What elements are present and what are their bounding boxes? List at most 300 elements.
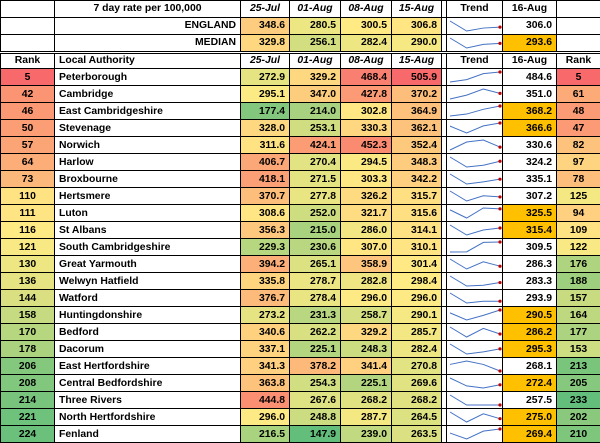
rate-cell: 358.9 xyxy=(341,256,392,273)
trend-cell xyxy=(447,324,503,341)
rank2-cell: 233 xyxy=(557,392,600,409)
trend-line xyxy=(450,174,500,184)
rank2-cell: 125 xyxy=(557,188,600,205)
rank-cell: 214 xyxy=(1,392,55,409)
trend-cell xyxy=(447,256,503,273)
table-row xyxy=(1,103,600,120)
header-date-3: 08-Aug xyxy=(341,1,392,18)
trend-line xyxy=(450,89,500,99)
rank2-cell: 78 xyxy=(557,171,600,188)
rate-cell: 215.0 xyxy=(290,222,341,239)
rank-cell: 121 xyxy=(1,239,55,256)
authority-name: Central Bedfordshire xyxy=(55,375,241,392)
summary-value: 282.4 xyxy=(341,34,392,52)
authority-name: Norwich xyxy=(55,137,241,154)
rate-cell: 248.8 xyxy=(290,409,341,426)
rate-cell: 378.2 xyxy=(290,358,341,375)
rank-cell: 110 xyxy=(1,188,55,205)
trend-sparkline xyxy=(447,154,503,170)
trend-cell xyxy=(447,375,503,392)
authority-name: Stevenage xyxy=(55,120,241,137)
rate-cell: 376.7 xyxy=(241,290,290,307)
rate-cell: 294.5 xyxy=(341,154,392,171)
trend-cell xyxy=(447,188,503,205)
authority-name: North Hertfordshire xyxy=(55,409,241,426)
rank2-cell: 94 xyxy=(557,205,600,222)
trend-last-point xyxy=(498,196,501,199)
summary-spacer xyxy=(557,17,600,34)
rate-cell: 296.0 xyxy=(341,290,392,307)
trend-cell xyxy=(447,290,503,307)
rate-cell: 301.4 xyxy=(392,256,442,273)
rate-cell: 452.3 xyxy=(341,137,392,154)
rate-cell: 269.6 xyxy=(392,375,442,392)
rate-cell: 253.1 xyxy=(290,120,341,137)
rate-cell: 214.0 xyxy=(290,103,341,120)
trend-last-point xyxy=(498,333,501,336)
trend-sparkline xyxy=(447,120,503,136)
summary-row xyxy=(1,17,600,34)
rate-cell: 230.6 xyxy=(290,239,341,256)
rank-cell: 158 xyxy=(1,307,55,324)
trend-cell xyxy=(447,103,503,120)
summary-value: 306.8 xyxy=(392,17,442,34)
trend-sparkline xyxy=(447,69,503,85)
trend-sparkline xyxy=(447,205,503,221)
rank2-cell: 153 xyxy=(557,341,600,358)
trend-line xyxy=(450,225,500,235)
trend-last-point xyxy=(498,207,501,210)
rate-cell: 341.3 xyxy=(241,358,290,375)
authority-name: Bedford xyxy=(55,324,241,341)
rate-cell: 216.5 xyxy=(241,426,290,443)
summary-spacer xyxy=(1,34,55,52)
authority-name: Harlow xyxy=(55,154,241,171)
trend-line xyxy=(450,327,500,337)
rate-16aug: 257.5 xyxy=(503,392,557,409)
rate-cell: 341.4 xyxy=(341,358,392,375)
table-row xyxy=(1,222,600,239)
rate-16aug: 325.5 xyxy=(503,205,557,222)
column-16aug: 16-Aug xyxy=(503,52,557,69)
trend-line xyxy=(450,72,500,82)
trend-last-point xyxy=(498,300,501,303)
rate-cell: 505.9 xyxy=(392,69,442,86)
authority-name: Three Rivers xyxy=(55,392,241,409)
table-row xyxy=(1,69,600,86)
authority-name: Fenland xyxy=(55,426,241,443)
authority-name: Welwyn Hatfield xyxy=(55,273,241,290)
trend-line xyxy=(450,293,500,303)
trend-cell xyxy=(447,392,503,409)
trend-sparkline xyxy=(447,392,503,408)
trend-line xyxy=(450,38,500,48)
header-date-16aug: 16-Aug xyxy=(503,1,557,18)
rate-cell: 302.8 xyxy=(341,103,392,120)
column-rank2: Rank xyxy=(557,52,600,69)
column-date: 25-Jul xyxy=(241,52,290,69)
rate-cell: 335.8 xyxy=(241,273,290,290)
summary-16aug: 293.6 xyxy=(503,34,557,52)
rate-cell: 273.2 xyxy=(241,307,290,324)
trend-last-point xyxy=(498,105,501,108)
rate-cell: 272.9 xyxy=(241,69,290,86)
rate-cell: 287.7 xyxy=(341,409,392,426)
trend-sparkline xyxy=(447,35,503,51)
trend-sparkline xyxy=(447,103,503,119)
trend-cell xyxy=(447,137,503,154)
rate-cell: 271.5 xyxy=(290,171,341,188)
rate-cell: 258.7 xyxy=(341,307,392,324)
rate-cell: 177.4 xyxy=(241,103,290,120)
table-row xyxy=(1,358,600,375)
summary-value: 348.6 xyxy=(241,17,290,34)
rate-cell: 277.8 xyxy=(290,188,341,205)
rank-cell: 73 xyxy=(1,171,55,188)
table-row xyxy=(1,205,600,222)
trend-line xyxy=(450,140,500,150)
rate-16aug: 315.4 xyxy=(503,222,557,239)
summary-spacer xyxy=(1,17,55,34)
rate-cell: 298.4 xyxy=(392,273,442,290)
rank2-cell: 176 xyxy=(557,256,600,273)
rate-16aug: 286.2 xyxy=(503,324,557,341)
column-trend: Trend xyxy=(447,52,503,69)
trend-last-point xyxy=(498,428,501,431)
table-row xyxy=(1,273,600,290)
rank2-cell: 188 xyxy=(557,273,600,290)
rank2-cell: 122 xyxy=(557,239,600,256)
header-date-2: 01-Aug xyxy=(290,1,341,18)
rate-16aug: 269.4 xyxy=(503,426,557,443)
trend-last-point xyxy=(498,71,501,74)
trend-sparkline xyxy=(447,222,503,238)
summary-label: ENGLAND xyxy=(55,17,241,34)
table-row xyxy=(1,120,600,137)
trend-last-point xyxy=(498,309,501,312)
trend-sparkline xyxy=(447,290,503,306)
rate-cell: 329.2 xyxy=(290,69,341,86)
rank2-cell: 157 xyxy=(557,290,600,307)
rank2-cell: 82 xyxy=(557,137,600,154)
rate-cell: 311.6 xyxy=(241,137,290,154)
rate-16aug: 283.3 xyxy=(503,273,557,290)
trend-sparkline xyxy=(447,324,503,340)
summary-value: 290.0 xyxy=(392,34,442,52)
trend-last-point xyxy=(498,92,501,95)
trend-line xyxy=(450,276,500,286)
rank-cell: 130 xyxy=(1,256,55,273)
rate-16aug: 484.6 xyxy=(503,69,557,86)
rate-16aug: 286.3 xyxy=(503,256,557,273)
rank-cell: 42 xyxy=(1,86,55,103)
rate-cell: 330.3 xyxy=(341,120,392,137)
trend-cell xyxy=(447,17,503,34)
rate-cell: 270.8 xyxy=(392,358,442,375)
authority-name: Great Yarmouth xyxy=(55,256,241,273)
rate-cell: 308.6 xyxy=(241,205,290,222)
trend-line xyxy=(450,259,500,269)
trend-sparkline xyxy=(447,18,503,34)
rate-cell: 362.1 xyxy=(392,120,442,137)
trend-last-point xyxy=(498,281,501,284)
trend-line xyxy=(450,429,500,439)
rate-cell: 356.3 xyxy=(241,222,290,239)
rate-cell: 231.3 xyxy=(290,307,341,324)
trend-line xyxy=(450,242,500,252)
trend-last-point xyxy=(498,122,501,125)
rate-cell: 296.0 xyxy=(241,409,290,426)
rate-16aug: 293.9 xyxy=(503,290,557,307)
authority-name: Luton xyxy=(55,205,241,222)
table-row xyxy=(1,409,600,426)
rate-cell: 268.2 xyxy=(341,392,392,409)
trend-sparkline xyxy=(447,426,503,442)
rank2-cell: 97 xyxy=(557,154,600,171)
rate-cell: 278.4 xyxy=(290,290,341,307)
trend-cell xyxy=(447,358,503,375)
summary-value: 329.8 xyxy=(241,34,290,52)
trend-sparkline xyxy=(447,256,503,272)
trend-cell xyxy=(447,69,503,86)
trend-sparkline xyxy=(447,375,503,391)
trend-cell xyxy=(447,409,503,426)
table-row xyxy=(1,86,600,103)
trend-line xyxy=(450,21,500,31)
rank-cell: 224 xyxy=(1,426,55,443)
trend-sparkline xyxy=(447,358,503,374)
rate-16aug: 268.1 xyxy=(503,358,557,375)
authority-name: Broxbourne xyxy=(55,171,241,188)
rank-cell: 144 xyxy=(1,290,55,307)
trend-last-point xyxy=(498,160,501,163)
trend-cell xyxy=(447,154,503,171)
rate-cell: 326.2 xyxy=(341,188,392,205)
table-row xyxy=(1,256,600,273)
rate-cell: 337.1 xyxy=(241,341,290,358)
rank2-cell: 210 xyxy=(557,426,600,443)
rate-cell: 225.1 xyxy=(290,341,341,358)
trend-line xyxy=(450,412,500,422)
authority-name: Peterborough xyxy=(55,69,241,86)
rate-cell: 370.2 xyxy=(392,86,442,103)
trend-line xyxy=(450,208,500,218)
trend-cell xyxy=(447,239,503,256)
rate-cell: 248.3 xyxy=(341,341,392,358)
rank2-cell: 177 xyxy=(557,324,600,341)
rate-16aug: 307.2 xyxy=(503,188,557,205)
table-row xyxy=(1,341,600,358)
trend-line xyxy=(450,310,500,320)
rank-cell: 57 xyxy=(1,137,55,154)
authority-name: Dacorum xyxy=(55,341,241,358)
rate-16aug: 324.2 xyxy=(503,154,557,171)
table-body xyxy=(1,1,600,443)
rank-cell: 50 xyxy=(1,120,55,137)
header-date-4: 15-Aug xyxy=(392,1,442,18)
trend-line xyxy=(450,123,500,133)
rate-cell: 303.3 xyxy=(341,171,392,188)
rate-cell: 286.0 xyxy=(341,222,392,239)
rate-cell: 229.3 xyxy=(241,239,290,256)
trend-sparkline xyxy=(447,341,503,357)
rank-cell: 208 xyxy=(1,375,55,392)
authority-name: St Albans xyxy=(55,222,241,239)
authority-name: East Cambridgeshire xyxy=(55,103,241,120)
table-row xyxy=(1,239,600,256)
authority-name: Hertsmere xyxy=(55,188,241,205)
column-date: 08-Aug xyxy=(341,52,392,69)
header-date-1: 25-Jul xyxy=(241,1,290,18)
trend-last-point xyxy=(498,41,501,44)
table-row xyxy=(1,290,600,307)
column-date: 01-Aug xyxy=(290,52,341,69)
rate-16aug: 330.6 xyxy=(503,137,557,154)
rank-cell: 64 xyxy=(1,154,55,171)
summary-value: 280.5 xyxy=(290,17,341,34)
table-row xyxy=(1,324,600,341)
trend-sparkline xyxy=(447,409,503,425)
rate-16aug: 368.2 xyxy=(503,103,557,120)
rate-cell: 329.2 xyxy=(341,324,392,341)
trend-line xyxy=(450,395,500,405)
table-row xyxy=(1,307,600,324)
trend-last-point xyxy=(498,370,501,373)
rate-cell: 295.1 xyxy=(241,86,290,103)
trend-last-point xyxy=(498,178,501,181)
header-row xyxy=(1,1,600,18)
table-row xyxy=(1,137,600,154)
rate-16aug: 351.0 xyxy=(503,86,557,103)
trend-last-point xyxy=(498,25,501,28)
header-spacer xyxy=(557,1,600,18)
rate-cell: 296.0 xyxy=(392,290,442,307)
authority-name: South Cambridgeshire xyxy=(55,239,241,256)
rate-cell: 314.1 xyxy=(392,222,442,239)
rate-cell: 418.1 xyxy=(241,171,290,188)
trend-cell xyxy=(447,34,503,52)
rate-cell: 252.0 xyxy=(290,205,341,222)
trend-last-point xyxy=(498,383,501,386)
rank2-cell: 202 xyxy=(557,409,600,426)
trend-line xyxy=(450,344,500,354)
trend-last-point xyxy=(498,347,501,350)
trend-cell xyxy=(447,86,503,103)
rate-cell: 254.3 xyxy=(290,375,341,392)
rate-cell: 370.7 xyxy=(241,188,290,205)
table-row xyxy=(1,188,600,205)
rate-cell: 265.1 xyxy=(290,256,341,273)
rate-cell: 270.4 xyxy=(290,154,341,171)
rate-cell: 352.4 xyxy=(392,137,442,154)
rate-16aug: 272.4 xyxy=(503,375,557,392)
authority-name: East Hertfordshire xyxy=(55,358,241,375)
rank2-cell: 5 xyxy=(557,69,600,86)
table-row xyxy=(1,392,600,409)
trend-cell xyxy=(447,341,503,358)
table-row xyxy=(1,375,600,392)
summary-label: MEDIAN xyxy=(55,34,241,52)
rate-cell: 364.9 xyxy=(392,103,442,120)
trend-line xyxy=(450,378,500,388)
trend-cell xyxy=(447,426,503,443)
rank2-cell: 109 xyxy=(557,222,600,239)
rank2-cell: 213 xyxy=(557,358,600,375)
table-row xyxy=(1,426,600,443)
rank2-cell: 205 xyxy=(557,375,600,392)
rate-cell: 282.8 xyxy=(341,273,392,290)
column-rank: Rank xyxy=(1,52,55,69)
trend-sparkline xyxy=(447,137,503,153)
rank-cell: 116 xyxy=(1,222,55,239)
rate-cell: 239.0 xyxy=(341,426,392,443)
trend-cell xyxy=(447,307,503,324)
summary-value: 300.5 xyxy=(341,17,392,34)
summary-spacer xyxy=(557,34,600,52)
rate-cell: 147.9 xyxy=(290,426,341,443)
rate-cell: 340.6 xyxy=(241,324,290,341)
rate-cell: 263.5 xyxy=(392,426,442,443)
rank2-cell: 47 xyxy=(557,120,600,137)
rank-cell: 206 xyxy=(1,358,55,375)
column-header-row xyxy=(1,52,600,69)
rank-cell: 170 xyxy=(1,324,55,341)
rank-cell: 136 xyxy=(1,273,55,290)
trend-sparkline xyxy=(447,171,503,187)
trend-cell xyxy=(447,205,503,222)
rank2-cell: 164 xyxy=(557,307,600,324)
rate-cell: 282.4 xyxy=(392,341,442,358)
rate-cell: 307.0 xyxy=(341,239,392,256)
table-row xyxy=(1,171,600,188)
trend-last-point xyxy=(498,146,501,149)
rank-cell: 178 xyxy=(1,341,55,358)
trend-last-point xyxy=(498,227,501,230)
column-authority: Local Authority xyxy=(55,52,241,69)
rate-cell: 285.7 xyxy=(392,324,442,341)
trend-last-point xyxy=(498,265,501,268)
rate-cell: 315.7 xyxy=(392,188,442,205)
rate-cell: 468.4 xyxy=(341,69,392,86)
header-trend: Trend xyxy=(447,1,503,18)
trend-sparkline xyxy=(447,188,503,204)
rate-16aug: 290.5 xyxy=(503,307,557,324)
trend-line xyxy=(450,106,500,116)
rate-cell: 348.3 xyxy=(392,154,442,171)
rate-cell: 262.2 xyxy=(290,324,341,341)
trend-last-point xyxy=(498,241,501,244)
rank-cell: 221 xyxy=(1,409,55,426)
rank-cell: 111 xyxy=(1,205,55,222)
rate-cell: 264.5 xyxy=(392,409,442,426)
rate-cell: 290.1 xyxy=(392,307,442,324)
rate-cell: 267.6 xyxy=(290,392,341,409)
trend-sparkline xyxy=(447,239,503,255)
header-title: 7 day rate per 100,000 xyxy=(55,1,241,18)
summary-16aug: 306.0 xyxy=(503,17,557,34)
rate-16aug: 309.5 xyxy=(503,239,557,256)
rank2-cell: 61 xyxy=(557,86,600,103)
summary-value: 256.1 xyxy=(290,34,341,52)
trend-line xyxy=(450,157,500,167)
trend-sparkline xyxy=(447,273,503,289)
rate-cell: 406.7 xyxy=(241,154,290,171)
rate-16aug: 366.6 xyxy=(503,120,557,137)
trend-sparkline xyxy=(447,307,503,323)
rank-cell: 46 xyxy=(1,103,55,120)
trend-line xyxy=(450,191,500,201)
rate-cell: 310.1 xyxy=(392,239,442,256)
